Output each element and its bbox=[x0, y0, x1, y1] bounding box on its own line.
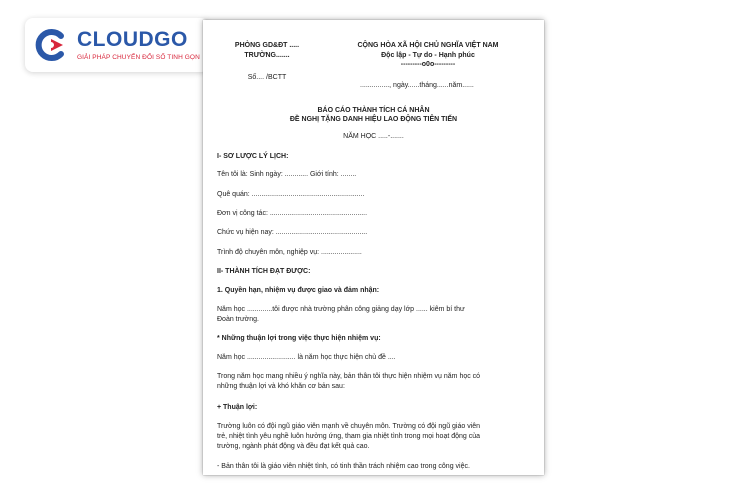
header-left-line1: PHÒNG GD&ĐT ..... bbox=[234, 42, 300, 49]
document-reference: Số.... /BCTT bbox=[247, 74, 287, 81]
document-page bbox=[203, 20, 544, 475]
subsection-duties: 1. Quyền hạn, nhiệm vụ được giao và đảm nhận: bbox=[217, 287, 380, 294]
document-title-line1: BÁO CÁO THÀNH TÍCH CÁ NHÂN bbox=[317, 107, 430, 114]
school-year: NĂM HỌC .....-....... bbox=[343, 133, 404, 140]
paragraph-duties-line1: Năm học .............tôi được nhà trường phân công giảng dạy lớp ...... kiêm bí thư bbox=[217, 306, 465, 313]
paragraph-teacher: - Bản thân tôi là giáo viên nhiệt tình, có tinh thần trách nhiệm cao trong công việc. bbox=[217, 463, 470, 470]
header-right-line3: ---------o0o--------- bbox=[400, 61, 456, 68]
paragraph-strengths-line2: trẻ, nhiệt tình yêu nghề luôn hưởng ứng, tham gia nhiệt tình trong mọi hoạt động của bbox=[217, 433, 481, 440]
subsection-advantages: * Những thuận lợi trong việc thực hiện nhiệm vụ: bbox=[217, 335, 381, 342]
field-qualification: Trình độ chuyên môn, nghiệp vụ: ..................... bbox=[217, 249, 362, 256]
paragraph-strengths-line1: Trường luôn có đội ngũ giáo viên mạnh về chuyên môn. Trường có đội ngũ giáo viên bbox=[217, 423, 481, 430]
paragraph-context-line2: những thuận lợi và khó khăn cơ bản sau: bbox=[217, 383, 345, 390]
brand-tagline: GIẢI PHÁP CHUYỂN ĐỔI SỐ TINH GỌN bbox=[77, 54, 200, 61]
document-date: ..............., ngày......tháng......năm...... bbox=[360, 82, 474, 89]
header-right-line1: CỘNG HÒA XÃ HỘI CHỦ NGHĨA VIỆT NAM bbox=[357, 42, 499, 49]
paragraph-theme: Năm học ......................... là năm học thực hiện chủ đề .... bbox=[217, 354, 396, 361]
section-1-heading: I- SƠ LƯỢC LÝ LỊCH: bbox=[217, 153, 289, 160]
header-right-line2: Độc lập - Tự do - Hạnh phúc bbox=[381, 52, 475, 59]
field-position: Chức vụ hiện nay: ............................................... bbox=[217, 229, 368, 236]
field-hometown: Quê quán: .......................................................... bbox=[217, 191, 365, 198]
document-title-line2: ĐỀ NGHỊ TẶNG DANH HIỆU LAO ĐỘNG TIÊN TIẾN bbox=[289, 116, 458, 123]
cloudgo-logo-icon bbox=[33, 27, 69, 63]
paragraph-context-line1: Trong năm học mang nhiều ý nghĩa này, bản thân tôi thực hiện nhiệm vụ năm học có bbox=[217, 373, 481, 380]
section-2-heading: II- THÀNH TÍCH ĐẠT ĐƯỢC: bbox=[217, 268, 311, 275]
paragraph-duties-line2: Đoàn trường. bbox=[217, 316, 259, 323]
brand-name: CLOUDGO bbox=[77, 28, 188, 51]
paragraph-strengths-line3: trường, ngành phát động và đều đạt kết quả cao. bbox=[217, 443, 370, 450]
field-workplace: Đơn vị công tác: .................................................. bbox=[217, 210, 368, 217]
subsection-strengths: + Thuận lợi: bbox=[217, 404, 258, 411]
cloudgo-logo bbox=[25, 18, 209, 72]
field-name: Tên tôi là: Sinh ngày: ............ Giới tính: ........ bbox=[217, 171, 357, 178]
header-left-line2: TRƯỜNG....... bbox=[244, 52, 290, 59]
